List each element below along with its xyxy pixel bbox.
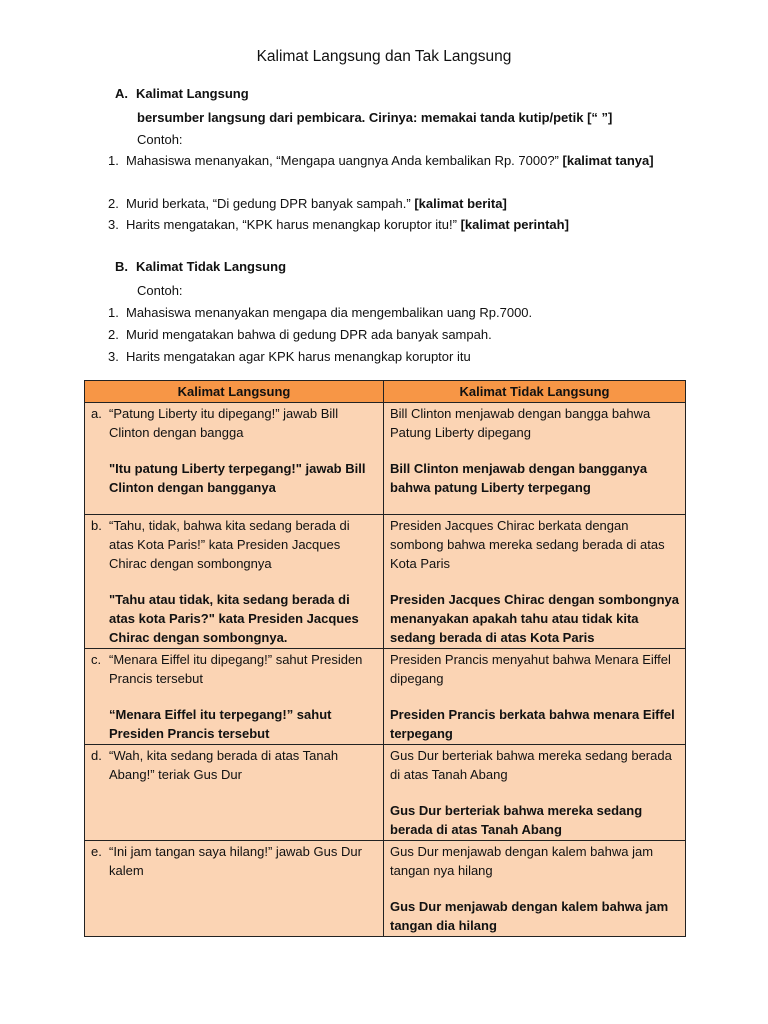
section-a-example-label: Contoh:: [137, 132, 183, 147]
indirect-sentence-revised: Bill Clinton menjawab dengan bangganya bahwa patung Liberty terpegang: [390, 461, 648, 495]
table-header-row: [85, 381, 686, 403]
list-number: 3.: [108, 217, 119, 232]
row-label: d.: [91, 748, 102, 763]
list-item: [108, 150, 668, 172]
indirect-sentence-revised: Presiden Prancis berkata bahwa menara Eiffel terpegang: [390, 707, 675, 741]
list-item: [108, 193, 668, 215]
list-text: Murid mengatakan bahwa di gedung DPR ada banyak sampah.: [126, 327, 492, 342]
list-text: Mahasiswa menanyakan, “Mengapa uangnya Anda kembalikan Rp. 7000?”: [126, 153, 559, 168]
section-b-example-label: Contoh:: [137, 283, 183, 298]
indirect-sentence-revised: Gus Dur menjawab dengan kalem bahwa jam tangan dia hilang: [390, 899, 669, 933]
sentence-type-tag: [kalimat berita]: [414, 196, 507, 211]
row-label: b.: [91, 518, 102, 533]
direct-sentence: “Patung Liberty itu dipegang!” jawab Bill Clinton dengan bangga: [109, 406, 339, 440]
direct-sentence: “Wah, kita sedang berada di atas Tanah Abang!” teriak Gus Dur: [109, 748, 339, 782]
section-a-description: bersumber langsung dari pembicara. Cirinya: memakai tanda kutip/petik [“ ”]: [137, 110, 613, 125]
table-cell-indirect: [384, 515, 686, 649]
list-number: 1.: [108, 305, 119, 320]
indirect-sentence-revised: Gus Dur berteriak bahwa mereka sedang berada di atas Tanah Abang: [390, 803, 643, 837]
table-row: [85, 649, 686, 745]
sentence-type-tag: [kalimat tanya]: [562, 153, 654, 168]
list-text: Harits mengatakan, “KPK harus menangkap koruptor itu!”: [126, 217, 457, 232]
section-a-letter: A.: [115, 86, 128, 101]
indirect-sentence: Presiden Jacques Chirac berkata dengan sombong bahwa mereka sedang berada di atas Kota Paris: [390, 518, 665, 571]
table-row: [85, 841, 686, 937]
section-b-title: Kalimat Tidak Langsung: [136, 259, 287, 274]
direct-sentence-revised: "Tahu atau tidak, kita sedang berada di atas kota Paris?" kata Presiden Jacques Chirac dengan sombongnya.: [109, 592, 359, 645]
row-label: a.: [91, 406, 102, 421]
table-row: [85, 403, 686, 515]
table-cell-direct: [85, 649, 384, 745]
row-label: c.: [91, 652, 102, 667]
direct-sentence: “Ini jam tangan saya hilang!” jawab Gus Dur kalem: [109, 844, 362, 878]
table-cell-indirect: [384, 841, 686, 937]
table-cell-direct: [85, 745, 384, 841]
list-number: 2.: [108, 327, 119, 342]
table-cell-indirect: [384, 745, 686, 841]
table-cell-direct: [85, 403, 384, 515]
table-cell-direct: [85, 515, 384, 649]
table-cell-direct: [85, 841, 384, 937]
direct-sentence-revised: “Menara Eiffel itu terpegang!” sahut Presiden Prancis tersebut: [109, 707, 332, 741]
indirect-sentence: Gus Dur menjawab dengan kalem bahwa jam tangan nya hilang: [390, 844, 654, 878]
indirect-sentence: Presiden Prancis menyahut bahwa Menara Eiffel dipegang: [390, 652, 671, 686]
section-a-title: Kalimat Langsung: [136, 86, 249, 101]
section-b-heading: [115, 259, 286, 274]
table-cell-indirect: [384, 403, 686, 515]
section-a-heading: [115, 86, 249, 101]
sentence-type-tag: [kalimat perintah]: [460, 217, 569, 232]
indirect-sentence-revised: Presiden Jacques Chirac dengan sombongnya menanyakan apakah tahu atau tidak kita sedang berada di atas Kota Paris: [390, 592, 679, 645]
list-item: [108, 214, 668, 236]
table-row: [85, 745, 686, 841]
table-cell-indirect: [384, 649, 686, 745]
list-item: [108, 346, 668, 368]
direct-sentence-revised: "Itu patung Liberty terpegang!" jawab Bill Clinton dengan bangganya: [109, 461, 366, 495]
list-number: 2.: [108, 196, 119, 211]
direct-sentence: “Menara Eiffel itu dipegang!” sahut Presiden Prancis tersebut: [109, 652, 363, 686]
list-item: [108, 302, 668, 324]
indirect-sentence: Gus Dur berteriak bahwa mereka sedang berada di atas Tanah Abang: [390, 748, 672, 782]
column-header-indirect: Kalimat Tidak Langsung: [384, 381, 686, 403]
page-title: Kalimat Langsung dan Tak Langsung: [256, 48, 512, 65]
comparison-table: [84, 380, 686, 937]
list-text: Murid berkata, “Di gedung DPR banyak sampah.”: [126, 196, 411, 211]
table-row: [85, 515, 686, 649]
indirect-sentence: Bill Clinton menjawab dengan bangga bahwa Patung Liberty dipegang: [390, 406, 651, 440]
list-text: Mahasiswa menanyakan mengapa dia mengembalikan uang Rp.7000.: [126, 305, 533, 320]
row-label: e.: [91, 844, 102, 859]
list-number: 3.: [108, 349, 119, 364]
direct-sentence: “Tahu, tidak, bahwa kita sedang berada di atas Kota Paris!” kata Presiden Jacques Chirac dengan sombongnya: [109, 518, 350, 571]
list-text: Harits mengatakan agar KPK harus menangkap koruptor itu: [126, 349, 471, 364]
list-number: 1.: [108, 153, 119, 168]
column-header-direct: Kalimat Langsung: [85, 381, 384, 403]
section-b-letter: B.: [115, 259, 128, 274]
list-item: [108, 324, 668, 346]
